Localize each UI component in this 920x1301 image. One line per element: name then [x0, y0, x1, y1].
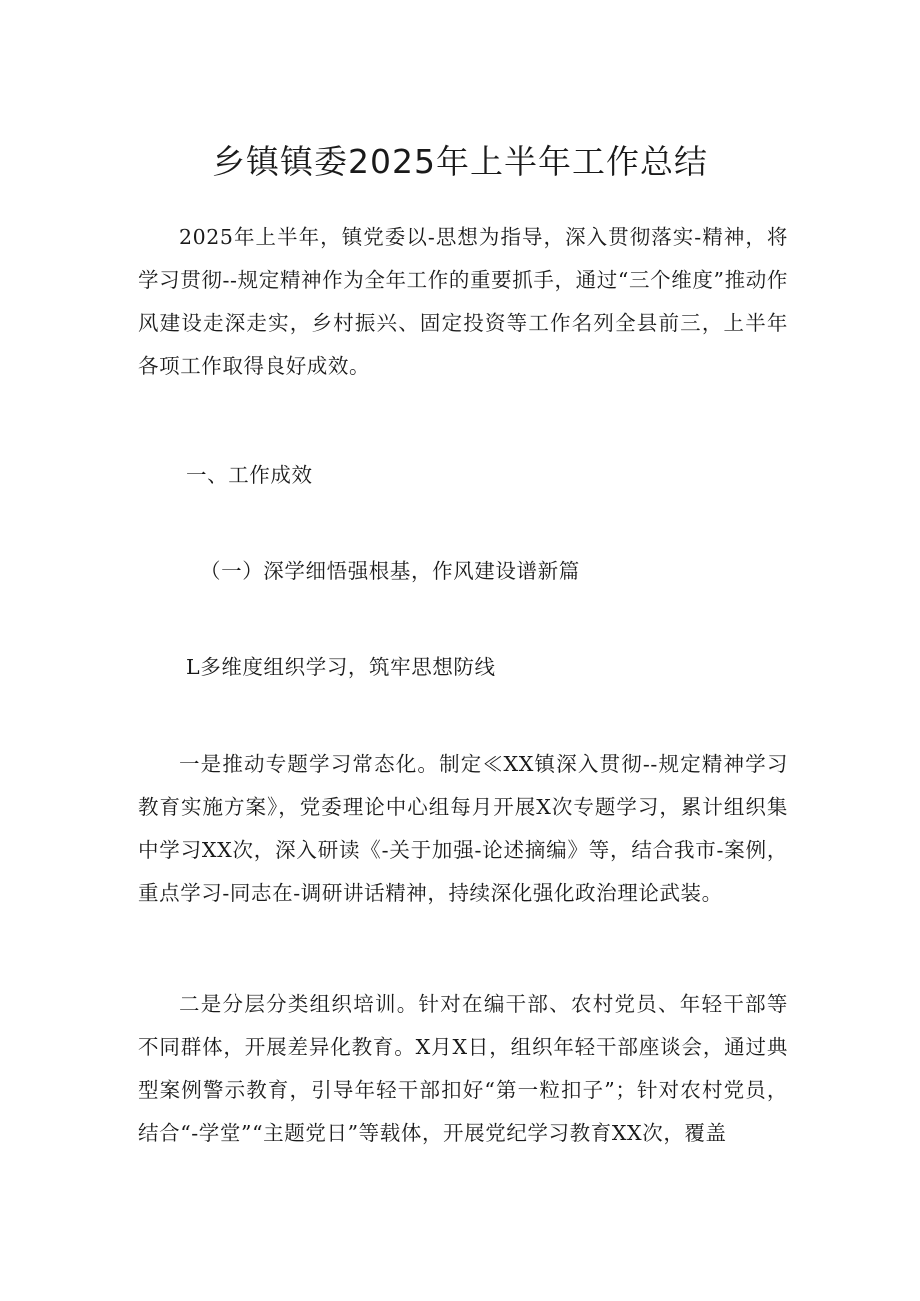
- document-title: 乡镇镇委2025年上半年工作总结: [212, 142, 708, 181]
- paragraph-tiered-training: 二是分层分类组织培训。针对在编干部、农村党员、年轻干部等不同群体，开展差异化教育。X月X日，组织年轻干部座谈会，通过典型案例警示教育，引导年轻干部扣好“第一粒扣子”；针对农村党员，结合“-学堂”“主题党日”等载体，开展党纪学习教育XX次，覆盖: [138, 992, 788, 1145]
- paragraph-topic-study: 一是推动专题学习常态化。制定≪XX镇深入贯彻--规定精神学习教育实施方案》，党委理论中心组每月开展X次专题学习，累计组织集中学习XX次，深入研读《-关于加强-论述摘编》等，结合我市-案例，重点学习-同志在-调研讲话精神，持续深化强化政治理论武装。: [138, 752, 788, 905]
- subsection-heading-study: （一）深学细悟强根基，作风建设谱新篇: [200, 559, 580, 583]
- intro-paragraph: 2025年上半年，镇党委以-思想为指导，深入贯彻落实-精神，将学习贯彻--规定精神作为全年工作的重要抓手，通过“三个维度”推动作风建设走深走实，乡村振兴、固定投资等工作名列全县前三，上半年各项工作取得良好成效。: [138, 225, 788, 378]
- section-heading-work-results: 一、工作成效: [186, 463, 313, 487]
- item-heading-multi-dimension-study: L多维度组织学习，筑牢思想防线: [186, 655, 496, 679]
